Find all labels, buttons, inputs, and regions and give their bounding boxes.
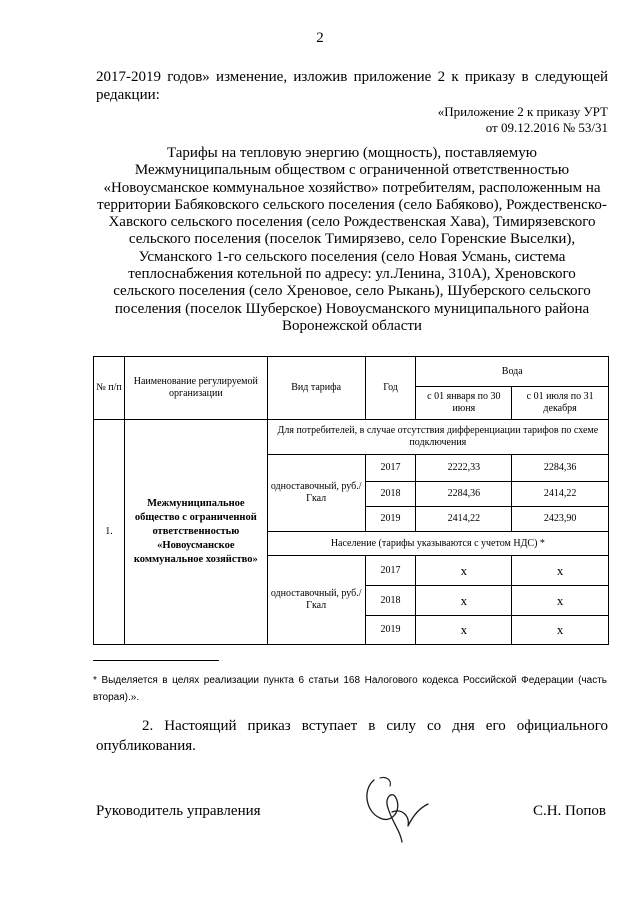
paragraph-2 (96, 716, 608, 756)
section-1-label: Для потребителей, в случае отсутствия дифференциации тарифов по схеме подключения (267, 420, 608, 455)
table-header-row (94, 357, 609, 387)
tariff-value: 2284,36 (512, 455, 609, 482)
footnote-line-1: * Выделяется в целях реализации пункта 6 статьи 168 Налогового кодекса Российской Федерации (часть (93, 675, 607, 686)
title-line: сельского поселения (село Хреновое, село Рыкань), Шуберского сельского (113, 283, 591, 300)
title-line: Хавского сельского поселения (село Рождественская Хава), Тимирязевского (108, 214, 596, 231)
tariff-type-cell: одноставочный, руб./Гкал (267, 556, 365, 645)
header-period-2: с 01 июля по 31 декабря (512, 387, 609, 420)
title-line: территории Бабяковского сельского поселения (село Бабяково), Рождественско- (97, 196, 607, 213)
title-line: сельского поселения (поселок Тимирязево, село Горенские Выселки), (128, 231, 576, 248)
intro-line-2: редакции: (96, 87, 160, 103)
title-line: «Новоусманское коммунальное хозяйство» потребителям, расположенным на (103, 179, 601, 196)
table-section-row (94, 420, 609, 455)
header-org: Наименование регулируемой организации (124, 357, 267, 420)
appendix-reference (438, 104, 608, 136)
section-2-label: Население (тарифы указываются с учетом НДС) * (267, 532, 608, 556)
year-cell: 2017 (365, 455, 416, 482)
page-number: 2 (316, 30, 324, 46)
appendix-line-1: «Приложение 2 к приказу УРТ (437, 104, 608, 119)
year-cell: 2018 (365, 586, 416, 616)
handwritten-signature (362, 768, 436, 848)
document-title (96, 145, 608, 335)
tariff-value: х (512, 586, 609, 616)
footnote (93, 672, 607, 706)
tariff-value: х (416, 616, 512, 645)
title-line: теплоснабжения котельной по адресу: ул.Ленина, 310А), Хреновского (128, 266, 576, 283)
year-cell: 2019 (365, 616, 416, 645)
year-cell: 2017 (365, 556, 416, 586)
tariff-value: х (512, 616, 609, 645)
title-line: поселения (поселок Шуберское) Новоусманского муниципального района (114, 300, 590, 317)
title-line: Тарифы на тепловую энергию (мощность), поставляемую (166, 145, 538, 161)
title-line: Усманского 1-го сельского поселения (село Новая Усмань, система (138, 248, 566, 265)
paragraph-2-line-2: опубликования. (96, 738, 196, 754)
row-number: 1. (94, 420, 125, 645)
organization-name: Межмуниципальное общество с ограниченной ответственностью «Новоусманское коммунальное хозяйство» (124, 420, 267, 645)
tariff-value: х (512, 556, 609, 586)
footnote-separator (93, 660, 219, 661)
tariff-value: 2423,90 (512, 507, 609, 532)
paragraph-2-line-1: 2. Настоящий приказ вступает в силу со дня его официального (142, 718, 608, 734)
tariff-value: 2222,33 (416, 455, 512, 482)
tariff-value: 2414,22 (416, 507, 512, 532)
tariff-value: 2284,36 (416, 482, 512, 507)
title-line: Межмуниципальным обществом с ограниченной ответственностью (134, 162, 570, 179)
tariff-value: х (416, 586, 512, 616)
year-cell: 2019 (365, 507, 416, 532)
intro-line-1: 2017-2019 годов» изменение, изложив приложение 2 к приказу в следующей (96, 69, 608, 85)
header-water: Вода (416, 357, 609, 387)
tariff-value: х (416, 556, 512, 586)
header-year: Год (365, 357, 416, 420)
signer-name: С.Н. Попов (532, 803, 606, 819)
tariff-table (93, 356, 609, 645)
header-num: № п/п (94, 357, 125, 420)
footnote-line-2: вторая).». (93, 692, 140, 703)
tariff-type-cell: одноставочный, руб./Гкал (267, 455, 365, 532)
appendix-line-2: от 09.12.2016 № 53/31 (485, 120, 608, 135)
tariff-value: 2414,22 (512, 482, 609, 507)
signer-title: Руководитель управления (96, 803, 261, 819)
title-line: Воронежской области (282, 317, 422, 334)
header-period-1: с 01 января по 30 июня (416, 387, 512, 420)
year-cell: 2018 (365, 482, 416, 507)
header-tariff-type: Вид тарифа (267, 357, 365, 420)
